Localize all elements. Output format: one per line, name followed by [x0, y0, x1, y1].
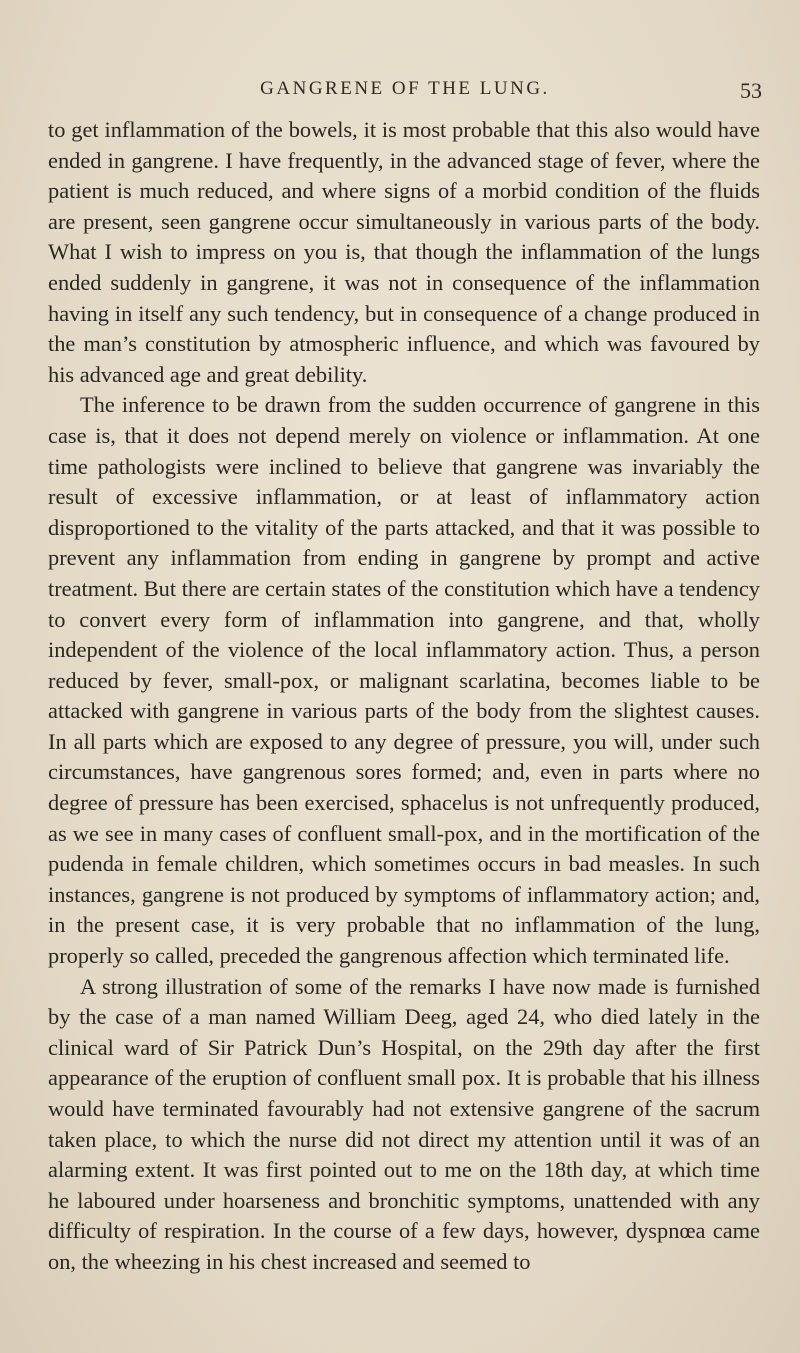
running-head — [48, 78, 762, 108]
running-title: GANGRENE OF THE LUNG. — [260, 78, 550, 99]
paragraph-case-illustration: A strong illustration of some of the remarks I have now made is furnished by the case of a man named William Deeg, aged 24, who died lately in the clinical ward of Sir Patrick Dun’s Hospital, on the 29th day after the first appearance of the eruption of confluent small pox. It is probable that his illness would have terminated favourably had not extensive gangrene of the sacrum taken place, to which the nurse did not direct my attention until it was of an alarming extent. It was first pointed out to me on the 18th day, at which time he laboured under hoarseness and bronchitic symptoms, unattended with any difficulty of respiration. In the course of a few days, however, dyspnœa came on, the wheezing in his chest increased and seemed to — [48, 973, 760, 1274]
body-text — [48, 115, 760, 1278]
paragraph-continued: to get inflammation of the bowels, it is most probable that this also would have ended in gangrene. I have frequently, in the advanced stage of fever, where the patient is much reduced, and where signs of a morbid condition of the fluids are present, seen gangrene occur simultaneously in various parts of the body. What I wish to impress on you is, that though the inflammation of the lungs ended suddenly in gangrene, it was not in consequence of the inflammation having in itself any such tendency, but in consequence of a change produced in the man’s constitution by atmospheric influence, and which was favoured by his advanced age and great debility. — [48, 117, 760, 387]
page-number: 53 — [740, 78, 762, 103]
paragraph-inference: The inference to be drawn from the sudden occurrence of gangrene in this case is, that it does not depend merely on violence or inflammation. At one time pathologists were inclined to believe that gangrene was invariably the result of excessive inflammation, or at least of inflammatory action disproportioned to the vitality of the parts attacked, and that it was possible to prevent any inflammation from ending in gangrene by prompt and active treatment. But there are certain states of the constitution which have a tendency to convert every form of inflammation into gangrene, and that, wholly independent of the violence of the local inflammatory action. Thus, a person reduced by fever, small-pox, or malignant scarlatina, becomes liable to be attacked with gangrene in various parts of the body from the slightest causes. In all parts which are exposed to any degree of pressure, you will, under such circumstances, have gangrenous sores formed; and, even in parts where no degree of pressure has been exercised, sphacelus is not unfrequently produced, as we see in many cases of confluent small-pox, and in the mortification of the pudenda in female children, which sometimes occurs in bad measles. In such instances, gangrene is not produced by symptoms of inflammatory action; and, in the present case, it is very probable that no inflammation of the lung, properly so called, preceded the gangrenous affection which terminated life. — [48, 392, 760, 969]
